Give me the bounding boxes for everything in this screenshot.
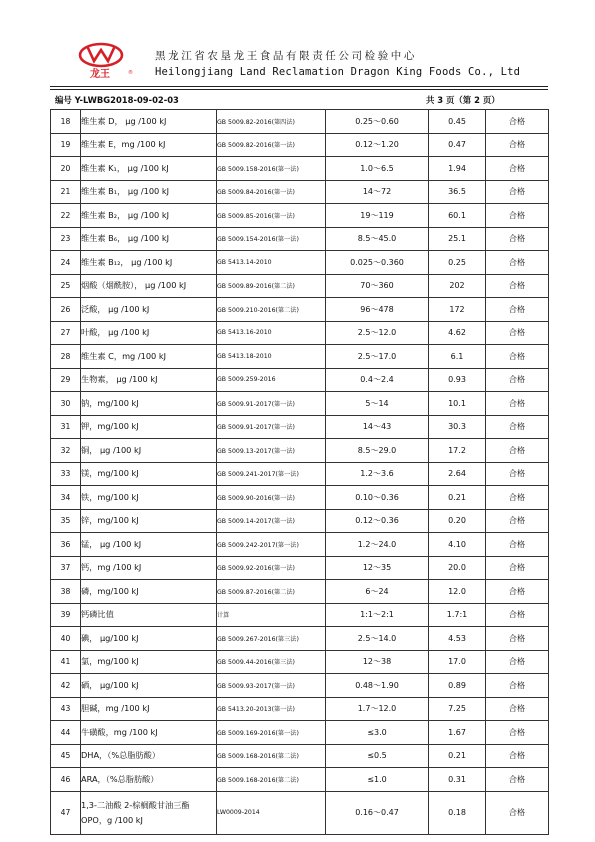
test-item: DHA，（%总脂肪酸）	[81, 744, 217, 768]
test-result: 1.67	[429, 721, 486, 745]
test-method: GB 5009.84-2016(第一法)	[217, 180, 326, 204]
standard-range: 0.16～0.47	[326, 791, 429, 834]
table-row	[51, 533, 549, 557]
test-method: GB 5009.91-2017(第一法)	[217, 392, 326, 416]
test-result: 0.89	[429, 674, 486, 698]
test-item: 维生素 K₁， μg /100 kJ	[81, 157, 217, 181]
table-row	[51, 298, 549, 322]
test-item: 叶酸， μg /100 kJ	[81, 321, 217, 345]
test-result: 172	[429, 298, 486, 322]
verdict: 合格	[486, 533, 549, 557]
verdict: 合格	[486, 791, 549, 834]
standard-range: 0.10～0.36	[326, 486, 429, 510]
standard-range: 12～35	[326, 556, 429, 580]
test-method: GB 5413.20-2013(第一法)	[217, 697, 326, 721]
row-number: 25	[51, 274, 81, 298]
row-number: 39	[51, 603, 81, 627]
test-method: GB 5009.242-2017(第一法)	[217, 533, 326, 557]
verdict: 合格	[486, 744, 549, 768]
standard-range: ≤0.5	[326, 744, 429, 768]
test-item: 氯，mg/100 kJ	[81, 650, 217, 674]
test-result: 0.18	[429, 791, 486, 834]
standard-range: 1.0～6.5	[326, 157, 429, 181]
test-result: 1.7:1	[429, 603, 486, 627]
row-number: 36	[51, 533, 81, 557]
test-item: 生物素， μg /100 kJ	[81, 368, 217, 392]
verdict: 合格	[486, 251, 549, 275]
verdict: 合格	[486, 486, 549, 510]
test-result: 1.94	[429, 157, 486, 181]
verdict: 合格	[486, 556, 549, 580]
test-result: 2.64	[429, 462, 486, 486]
test-method: GB 5009.82-2016(第一法)	[217, 133, 326, 157]
standard-range: 2.5～12.0	[326, 321, 429, 345]
verdict: 合格	[486, 509, 549, 533]
verdict: 合格	[486, 392, 549, 416]
table-row	[51, 768, 549, 792]
verdict: 合格	[486, 768, 549, 792]
test-result: 20.0	[429, 556, 486, 580]
table-row	[51, 110, 549, 134]
test-method: GB 5009.92-2016(第一法)	[217, 556, 326, 580]
table-row	[51, 415, 549, 439]
table-row	[51, 627, 549, 651]
test-result: 0.25	[429, 251, 486, 275]
test-method: GB 5009.14-2017(第一法)	[217, 509, 326, 533]
standard-range: 5～14	[326, 392, 429, 416]
test-item: 钙磷比值	[81, 603, 217, 627]
row-number: 33	[51, 462, 81, 486]
test-result: 0.47	[429, 133, 486, 157]
test-method: GB 5009.85-2016(第一法)	[217, 204, 326, 228]
test-item: 牛磺酸，mg /100 kJ	[81, 721, 217, 745]
test-item: 镁，mg/100 kJ	[81, 462, 217, 486]
test-item: 维生素 B₂， μg /100 kJ	[81, 204, 217, 228]
verdict: 合格	[486, 157, 549, 181]
test-item: 维生素 E，mg /100 kJ	[81, 133, 217, 157]
test-method: LW0009-2014	[217, 791, 326, 834]
row-number: 21	[51, 180, 81, 204]
verdict: 合格	[486, 345, 549, 369]
row-number: 26	[51, 298, 81, 322]
test-method: 计算	[217, 603, 326, 627]
row-number: 45	[51, 744, 81, 768]
test-method: GB 5009.158-2016(第一法)	[217, 157, 326, 181]
test-method: GB 5009.168-2016(第二法)	[217, 744, 326, 768]
test-method: GB 5009.82-2016(第四法)	[217, 110, 326, 134]
table-row	[51, 791, 549, 834]
test-item: 维生素 B₁₂， μg /100 kJ	[81, 251, 217, 275]
test-item: ARA，（%总脂肪酸）	[81, 768, 217, 792]
table-row	[51, 603, 549, 627]
test-method: GB 5009.90-2016(第一法)	[217, 486, 326, 510]
row-number: 35	[51, 509, 81, 533]
test-item: 硒， μg/100 kJ	[81, 674, 217, 698]
row-number: 42	[51, 674, 81, 698]
test-result: 0.21	[429, 744, 486, 768]
verdict: 合格	[486, 227, 549, 251]
table-row	[51, 674, 549, 698]
table-row	[51, 133, 549, 157]
row-number: 22	[51, 204, 81, 228]
test-method: GB 5009.267-2016(第三法)	[217, 627, 326, 651]
row-number: 47	[51, 791, 81, 834]
test-method: GB 5009.168-2016(第二法)	[217, 768, 326, 792]
logo-text: 龙王	[90, 69, 110, 80]
test-item: 碘， μg/100 kJ	[81, 627, 217, 651]
test-item: 锌，mg/100 kJ	[81, 509, 217, 533]
verdict: 合格	[486, 603, 549, 627]
table-row	[51, 180, 549, 204]
row-number: 40	[51, 627, 81, 651]
verdict: 合格	[486, 462, 549, 486]
standard-range: 2.5～14.0	[326, 627, 429, 651]
test-method: GB 5009.210-2016(第二法)	[217, 298, 326, 322]
test-item: 维生素 B₆， μg /100 kJ	[81, 227, 217, 251]
verdict: 合格	[486, 321, 549, 345]
standard-range: 8.5～45.0	[326, 227, 429, 251]
test-result: 4.10	[429, 533, 486, 557]
table-row	[51, 721, 549, 745]
company-name-cn: 黑龙江省农垦龙王食品有限责任公司检验中心	[155, 50, 417, 62]
standard-range: 19～119	[326, 204, 429, 228]
test-item: 钠，mg/100 kJ	[81, 392, 217, 416]
row-number: 46	[51, 768, 81, 792]
row-number: 37	[51, 556, 81, 580]
standard-range: ≤1.0	[326, 768, 429, 792]
test-item: 钾，mg/100 kJ	[81, 415, 217, 439]
table-row	[51, 157, 549, 181]
test-item: 维生素 C，mg /100 kJ	[81, 345, 217, 369]
standard-range: 1:1～2:1	[326, 603, 429, 627]
row-number: 41	[51, 650, 81, 674]
standard-range: ≤3.0	[326, 721, 429, 745]
test-item: 钙，mg /100 kJ	[81, 556, 217, 580]
table-row	[51, 227, 549, 251]
company-logo	[70, 42, 142, 80]
test-result: 7.25	[429, 697, 486, 721]
row-number: 38	[51, 580, 81, 604]
standard-range: 12～38	[326, 650, 429, 674]
test-results-body	[51, 110, 549, 835]
test-result: 4.62	[429, 321, 486, 345]
standard-range: 0.25～0.60	[326, 110, 429, 134]
standard-range: 6～24	[326, 580, 429, 604]
header-rule-top	[50, 86, 548, 87]
row-number: 28	[51, 345, 81, 369]
test-result: 0.21	[429, 486, 486, 510]
row-number: 32	[51, 439, 81, 463]
test-method: GB 5413.16-2010	[217, 321, 326, 345]
test-result: 0.31	[429, 768, 486, 792]
test-item: 磷，mg/100 kJ	[81, 580, 217, 604]
verdict: 合格	[486, 274, 549, 298]
test-result: 0.20	[429, 509, 486, 533]
verdict: 合格	[486, 133, 549, 157]
test-method: GB 5413.18-2010	[217, 345, 326, 369]
test-method: GB 5009.44-2016(第三法)	[217, 650, 326, 674]
page-indicator: 共 3 页（第 2 页）	[426, 95, 500, 105]
row-number: 43	[51, 697, 81, 721]
table-row	[51, 509, 549, 533]
test-result: 30.3	[429, 415, 486, 439]
table-row	[51, 368, 549, 392]
verdict: 合格	[486, 415, 549, 439]
verdict: 合格	[486, 110, 549, 134]
company-name-en: Heilongjiang Land Reclamation Dragon King Foods Co., Ltd	[155, 66, 521, 78]
test-method: GB 5009.13-2017(第一法)	[217, 439, 326, 463]
row-number: 23	[51, 227, 81, 251]
table-row	[51, 345, 549, 369]
row-number: 44	[51, 721, 81, 745]
row-number: 19	[51, 133, 81, 157]
table-row	[51, 486, 549, 510]
standard-range: 96～478	[326, 298, 429, 322]
standard-range: 1.2～3.6	[326, 462, 429, 486]
test-result: 10.1	[429, 392, 486, 416]
test-method: GB 5009.259-2016	[217, 368, 326, 392]
standard-range: 14～43	[326, 415, 429, 439]
table-row	[51, 580, 549, 604]
test-method: GB 5009.169-2016(第一法)	[217, 721, 326, 745]
verdict: 合格	[486, 580, 549, 604]
standard-range: 1.2～24.0	[326, 533, 429, 557]
table-row	[51, 462, 549, 486]
verdict: 合格	[486, 298, 549, 322]
standard-range: 70～360	[326, 274, 429, 298]
row-number: 30	[51, 392, 81, 416]
table-row	[51, 274, 549, 298]
test-method: GB 5009.241-2017(第一法)	[217, 462, 326, 486]
test-item: 维生素 B₁， μg /100 kJ	[81, 180, 217, 204]
test-item: 烟酸（烟酰胺）， μg /100 kJ	[81, 274, 217, 298]
test-item: 铁，mg/100 kJ	[81, 486, 217, 510]
row-number: 20	[51, 157, 81, 181]
test-result: 17.0	[429, 650, 486, 674]
test-method: GB 5009.87-2016(第二法)	[217, 580, 326, 604]
row-number: 24	[51, 251, 81, 275]
table-row	[51, 744, 549, 768]
verdict: 合格	[486, 697, 549, 721]
test-result: 25.1	[429, 227, 486, 251]
table-row	[51, 204, 549, 228]
table-row	[51, 392, 549, 416]
verdict: 合格	[486, 650, 549, 674]
row-number: 31	[51, 415, 81, 439]
verdict: 合格	[486, 439, 549, 463]
standard-range: 14～72	[326, 180, 429, 204]
test-result: 0.45	[429, 110, 486, 134]
row-number: 34	[51, 486, 81, 510]
verdict: 合格	[486, 204, 549, 228]
verdict: 合格	[486, 627, 549, 651]
test-method: GB 5413.14-2010	[217, 251, 326, 275]
table-row	[51, 439, 549, 463]
test-item: 维生素 D， μg /100 kJ	[81, 110, 217, 134]
test-result: 0.93	[429, 368, 486, 392]
test-item: 1,3-二油酸 2-棕榈酸甘油三酯 OPO，g /100 kJ	[81, 791, 217, 834]
test-method: GB 5009.91-2017(第一法)	[217, 415, 326, 439]
test-results-table	[50, 109, 549, 835]
test-method: GB 5009.89-2016(第二法)	[217, 274, 326, 298]
standard-range: 0.12～1.20	[326, 133, 429, 157]
table-row	[51, 556, 549, 580]
report-number: 编号 Y-LWBG2018-09-02-03	[55, 95, 179, 105]
test-method: GB 5009.93-2017(第一法)	[217, 674, 326, 698]
test-item: 锰， μg /100 kJ	[81, 533, 217, 557]
row-number: 27	[51, 321, 81, 345]
table-row	[51, 251, 549, 275]
test-method: GB 5009.154-2016(第一法)	[217, 227, 326, 251]
table-row	[51, 650, 549, 674]
standard-range: 2.5～17.0	[326, 345, 429, 369]
test-item: 铜， μg /100 kJ	[81, 439, 217, 463]
test-result: 60.1	[429, 204, 486, 228]
test-item: 胆碱，mg /100 kJ	[81, 697, 217, 721]
table-row	[51, 321, 549, 345]
standard-range: 8.5～29.0	[326, 439, 429, 463]
test-result: 6.1	[429, 345, 486, 369]
verdict: 合格	[486, 180, 549, 204]
standard-range: 0.48～1.90	[326, 674, 429, 698]
test-result: 12.0	[429, 580, 486, 604]
standard-range: 0.12～0.36	[326, 509, 429, 533]
test-result: 17.2	[429, 439, 486, 463]
test-result: 4.53	[429, 627, 486, 651]
registered-mark: ®	[128, 70, 133, 76]
header-rule-bottom	[50, 89, 548, 90]
row-number: 29	[51, 368, 81, 392]
row-number: 18	[51, 110, 81, 134]
verdict: 合格	[486, 721, 549, 745]
test-result: 36.5	[429, 180, 486, 204]
verdict: 合格	[486, 368, 549, 392]
verdict: 合格	[486, 674, 549, 698]
standard-range: 0.025～0.360	[326, 251, 429, 275]
standard-range: 0.4～2.4	[326, 368, 429, 392]
table-row	[51, 697, 549, 721]
test-result: 202	[429, 274, 486, 298]
standard-range: 1.7～12.0	[326, 697, 429, 721]
test-item: 泛酸， μg /100 kJ	[81, 298, 217, 322]
